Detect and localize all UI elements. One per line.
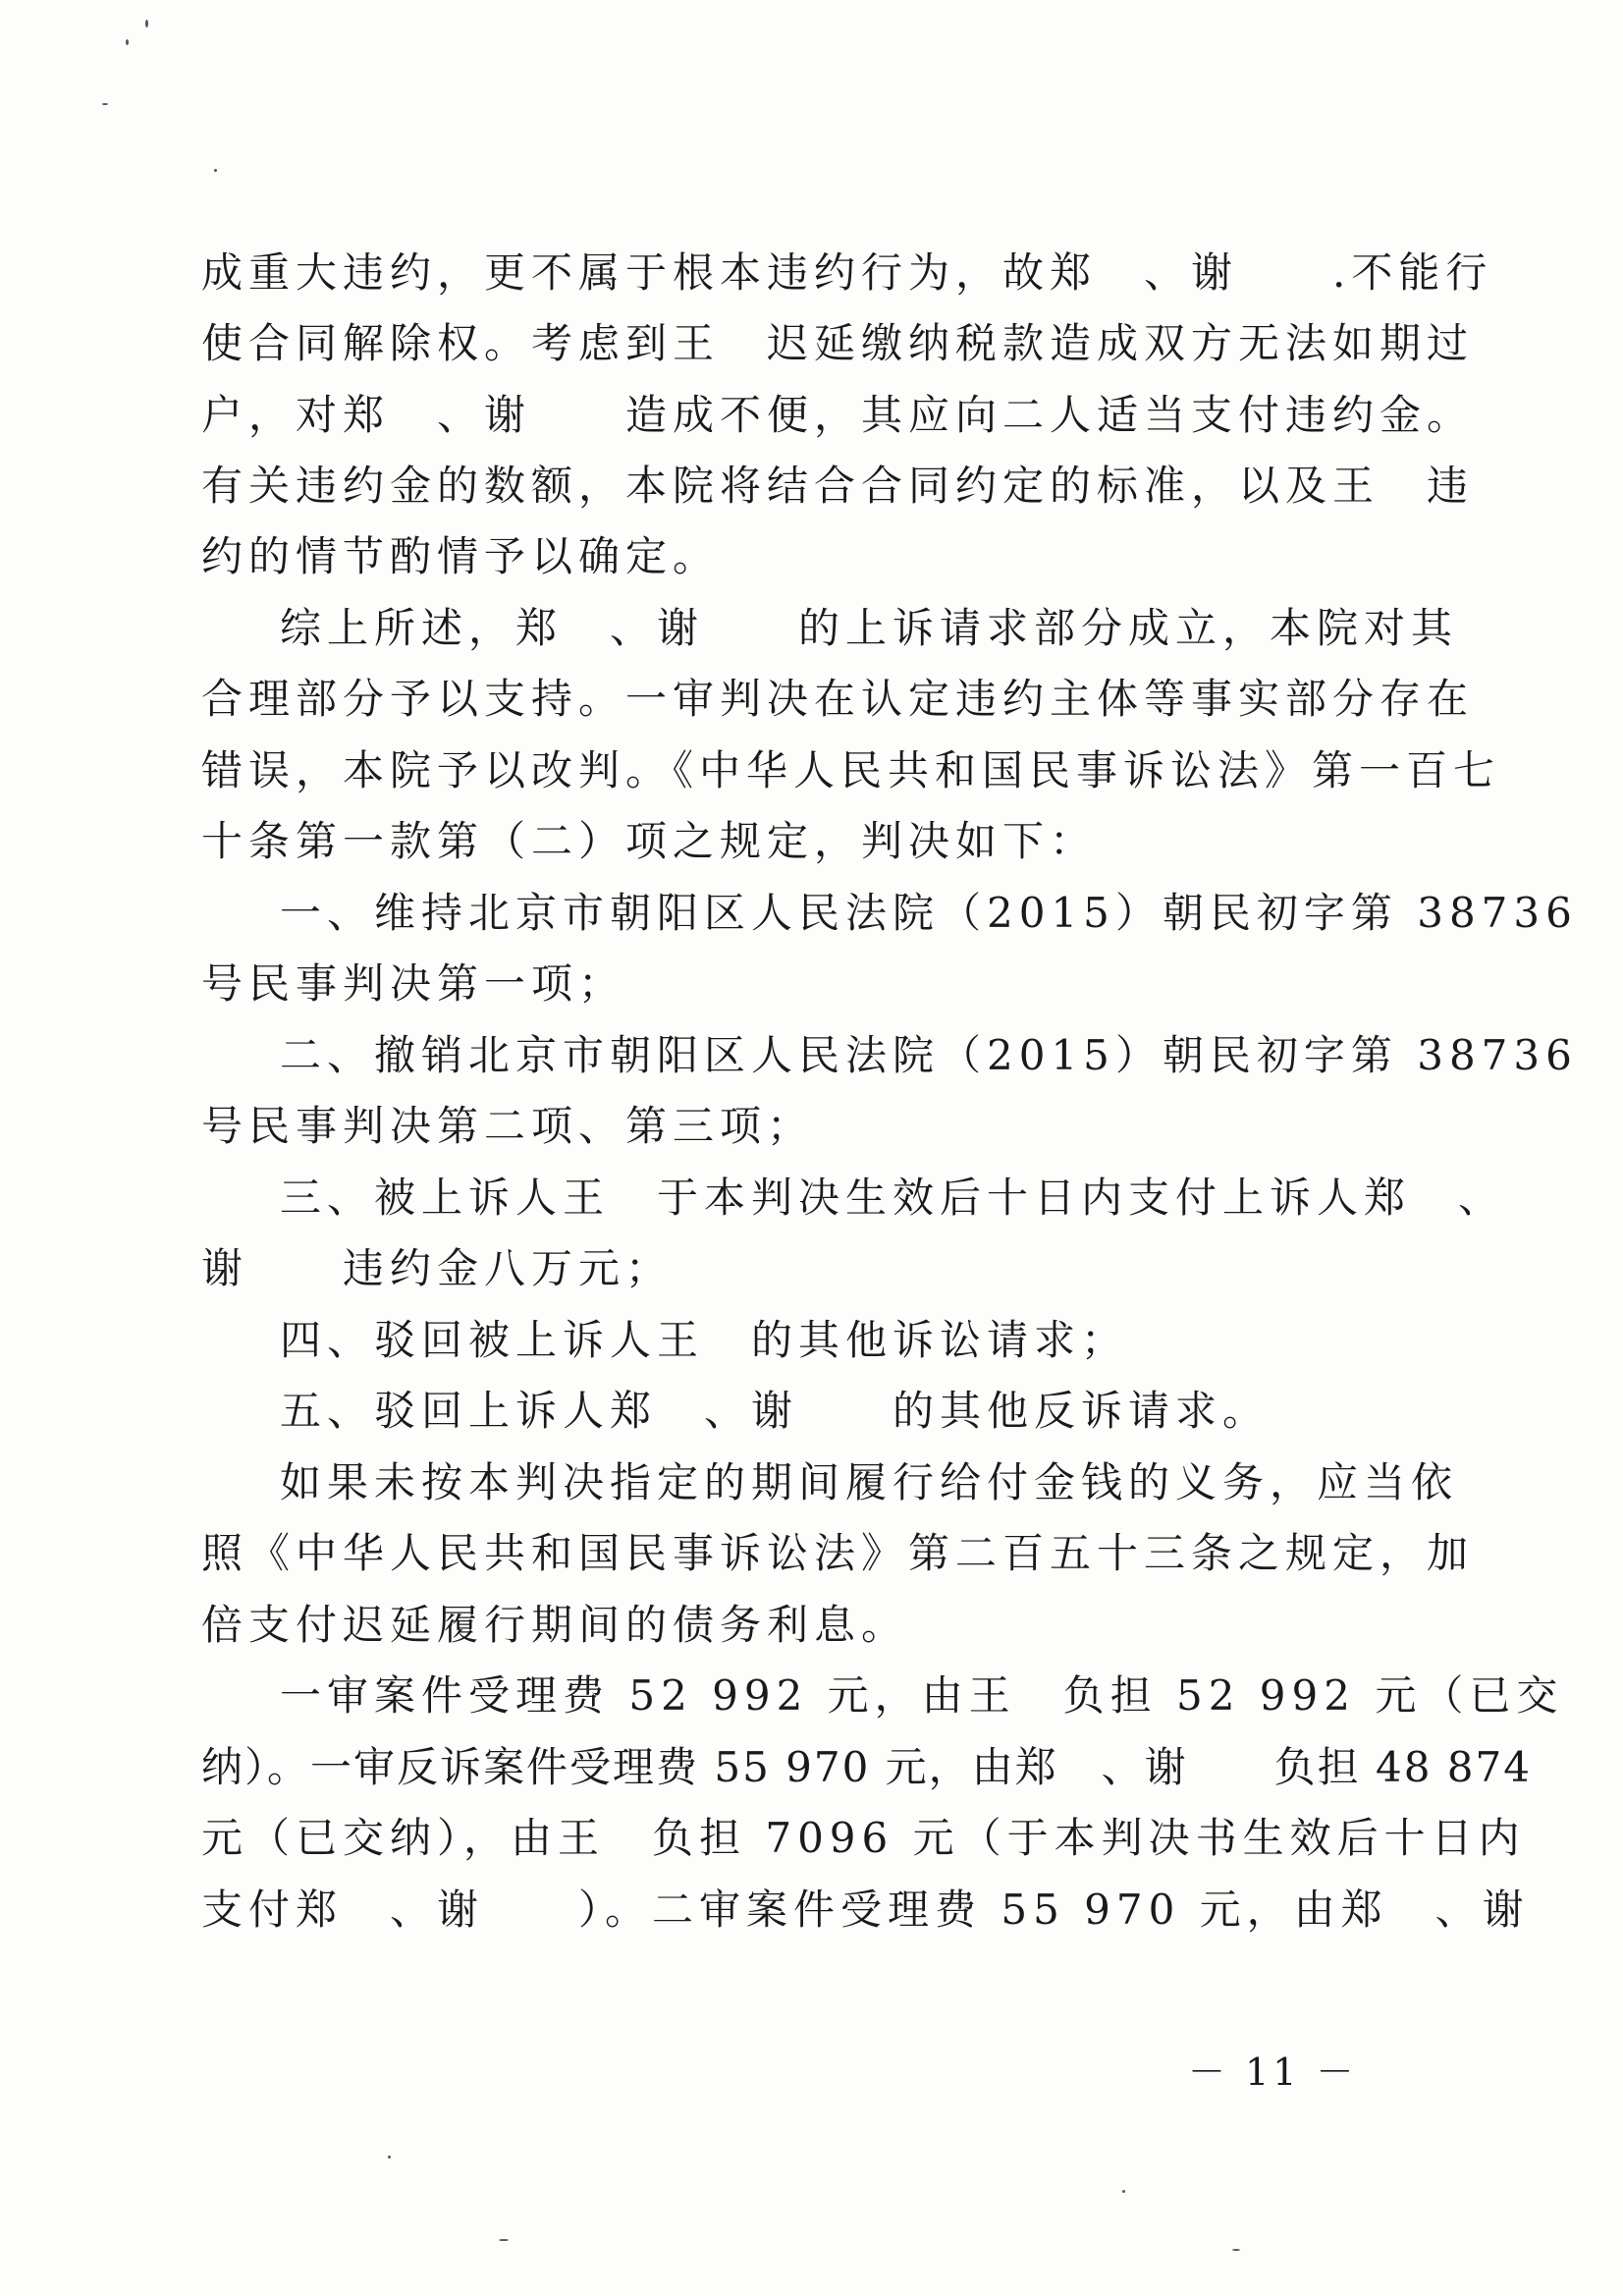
fee-line-1: 一审案件受理费 52 992 元，由王 负担 52 992 元（已交: [280, 1671, 1564, 1720]
text-line-2: 使合同解除权。考虑到王 迟延缴纳税款造成双方无法如期过: [201, 319, 1475, 367]
text-line-9: 十条第一款第（二）项之规定，判决如下：: [201, 817, 1098, 865]
scan-speck: [214, 169, 217, 172]
judgment-item-2: 二、撤销北京市朝阳区人民法院（2015）朝民初字第 38736: [280, 1031, 1578, 1079]
scan-speck: [126, 39, 129, 45]
page-number: － 11 －: [1188, 2050, 1358, 2094]
scan-speck: [388, 2156, 391, 2159]
fee-line-4: 支付郑 、谢 ）。二审案件受理费 55 970 元，由郑 、谢: [201, 1886, 1530, 1934]
text-line-6: 综上所述，郑 、谢 的上诉请求部分成立，本院对其: [280, 604, 1459, 652]
text-line-18: 如果未按本判决指定的期间履行给付金钱的义务，应当依: [280, 1458, 1459, 1506]
scan-speck: [102, 103, 108, 105]
scan-speck: [499, 2239, 509, 2241]
judgment-item-3: 三、被上诉人王 于本判决生效后十日内支付上诉人郑 、: [280, 1174, 1506, 1222]
text-line-4: 有关违约金的数额，本院将结合合同约定的标准，以及王 违: [201, 462, 1475, 510]
judgment-item-5: 五、驳回上诉人郑 、谢 的其他反诉请求。: [280, 1387, 1271, 1435]
text-line-1: 成重大违约，更不属于根本违约行为，故郑 、谢 .不能行: [201, 248, 1493, 297]
fee-line-3: 元（已交纳），由王 负担 7096 元（于本判决书生效后十日内: [201, 1814, 1526, 1862]
scan-speck: [145, 20, 148, 27]
text-line-19: 照《中华人民共和国民事诉讼法》第二百五十三条之规定，加: [201, 1529, 1475, 1577]
judgment-item-1: 一、维持北京市朝阳区人民法院（2015）朝民初字第 38736: [280, 889, 1578, 937]
judgment-item-2-cont: 号民事判决第二项、第三项；: [201, 1102, 815, 1150]
text-line-8: 错误，本院予以改判。《中华人民共和国民事诉讼法》第一百七: [201, 746, 1501, 794]
judgment-item-3-cont: 谢 违约金八万元；: [201, 1244, 674, 1292]
text-line-20: 倍支付迟延履行期间的债务利息。: [201, 1601, 909, 1649]
judgment-item-4: 四、驳回被上诉人王 的其他诉讼请求；: [280, 1316, 1129, 1364]
scan-speck: [1232, 2249, 1240, 2251]
judgment-item-1-cont: 号民事判决第一项；: [201, 959, 626, 1008]
scan-speck: [1122, 2190, 1125, 2193]
fee-line-2: 纳）。一审反诉案件受理费 55 970 元，由郑 、谢 负担 48 874: [201, 1743, 1532, 1791]
text-line-5: 约的情节酌情予以确定。: [201, 532, 721, 580]
text-line-7: 合理部分予以支持。一审判决在认定违约主体等事实部分存在: [201, 675, 1475, 723]
text-line-3: 户，对郑 、谢 造成不便，其应向二人适当支付违约金。: [201, 391, 1475, 439]
